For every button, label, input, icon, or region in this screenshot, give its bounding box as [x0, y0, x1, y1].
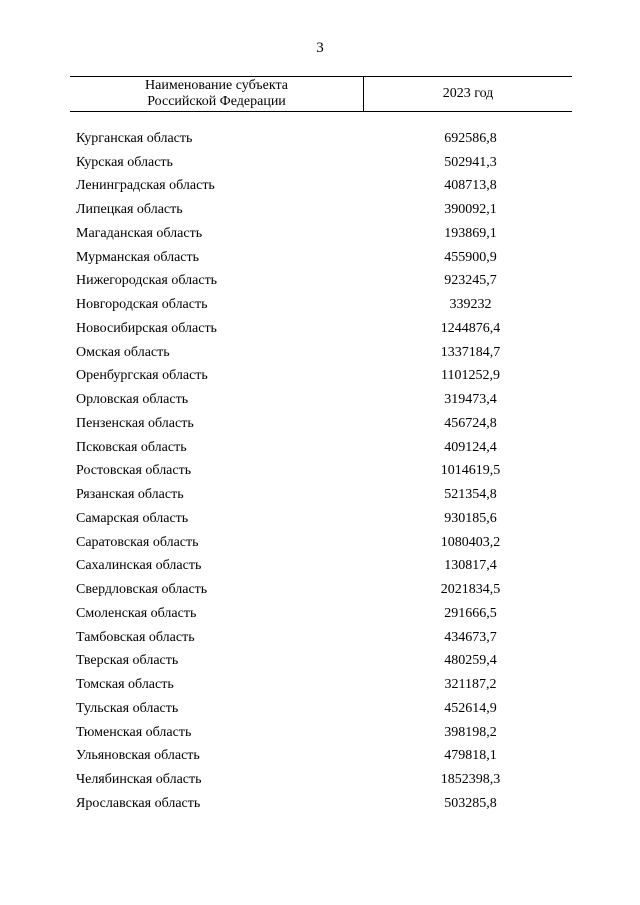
table-row	[70, 673, 572, 697]
table-row	[70, 460, 572, 484]
table-body	[70, 127, 572, 816]
region-name: Ульяновская область	[76, 748, 200, 764]
region-name: Оренбургская область	[76, 368, 208, 384]
table-row	[70, 626, 572, 650]
table-row	[70, 365, 572, 389]
region-name: Самарская область	[76, 510, 189, 526]
region-value: 930185,6	[444, 510, 497, 526]
region-value: 390092,1	[444, 202, 497, 218]
region-value: 339232	[449, 297, 492, 313]
table-row	[70, 293, 572, 317]
table-row	[70, 175, 572, 199]
region-value: 480259,4	[444, 653, 497, 669]
table-row	[70, 270, 572, 294]
table-header	[70, 76, 572, 112]
table-row	[70, 507, 572, 531]
region-value: 130817,4	[444, 558, 497, 574]
region-value: 923245,7	[444, 273, 497, 289]
region-name: Псковская область	[76, 439, 187, 455]
region-value: 1852398,3	[440, 772, 501, 788]
header-subject-name	[70, 77, 364, 111]
region-name: Саратовская область	[76, 534, 199, 550]
table-row	[70, 768, 572, 792]
table-row	[70, 531, 572, 555]
table-row	[70, 745, 572, 769]
region-value: 193869,1	[444, 225, 497, 241]
region-name: Свердловская область	[76, 582, 208, 598]
table-row	[70, 721, 572, 745]
region-value: 521354,8	[444, 487, 497, 503]
region-value: 1014619,5	[440, 463, 501, 479]
table-row	[70, 198, 572, 222]
table-row	[70, 697, 572, 721]
page-number: 3	[316, 40, 324, 56]
table-row	[70, 792, 572, 816]
region-value: 398198,2	[444, 724, 497, 740]
table-row	[70, 650, 572, 674]
region-value: 692586,8	[444, 130, 497, 146]
table-row	[70, 555, 572, 579]
table-row	[70, 412, 572, 436]
region-name: Рязанская область	[76, 487, 184, 503]
region-value: 503285,8	[444, 795, 497, 811]
table-row	[70, 436, 572, 460]
header-year: 2023 год	[442, 86, 494, 101]
region-value: 456724,8	[444, 415, 497, 431]
region-value: 455900,9	[444, 249, 497, 265]
region-value: 319473,4	[444, 392, 497, 408]
region-name: Курская область	[76, 154, 173, 170]
region-name: Сахалинская область	[76, 558, 202, 574]
region-name: Мурманская область	[76, 249, 200, 265]
table-row	[70, 341, 572, 365]
region-value: 291666,5	[444, 605, 497, 621]
region-name: Челябинская область	[76, 772, 202, 788]
table-row	[70, 246, 572, 270]
region-name: Новгородская область	[76, 297, 208, 313]
region-name: Ярославская область	[76, 795, 201, 811]
table-row	[70, 127, 572, 151]
region-name: Тамбовская область	[76, 629, 195, 645]
table-row	[70, 151, 572, 175]
table-row	[70, 222, 572, 246]
region-name: Тюменская область	[76, 724, 192, 740]
table-row	[70, 483, 572, 507]
region-value: 1080403,2	[440, 534, 501, 550]
table-row	[70, 602, 572, 626]
region-name: Магаданская область	[76, 225, 203, 241]
region-name: Орловская область	[76, 392, 189, 408]
region-value: 434673,7	[444, 629, 497, 645]
region-name: Новосибирская область	[76, 320, 217, 336]
region-name: Смоленская область	[76, 605, 197, 621]
table-row	[70, 578, 572, 602]
region-name: Курганская область	[76, 130, 193, 146]
region-value: 502941,3	[444, 154, 497, 170]
region-value: 2021834,5	[440, 582, 501, 598]
region-name: Пензенская область	[76, 415, 194, 431]
header-subject-name-line1: Наименование субъекта	[145, 78, 288, 93]
region-name: Тверская область	[76, 653, 179, 669]
region-name: Тульская область	[76, 700, 179, 716]
region-value: 408713,8	[444, 178, 497, 194]
region-value: 321187,2	[444, 677, 497, 693]
region-value: 1337184,7	[440, 344, 501, 360]
table-row	[70, 388, 572, 412]
region-value: 409124,4	[444, 439, 497, 455]
region-value: 452614,9	[444, 700, 497, 716]
region-value: 1244876,4	[440, 320, 501, 336]
region-name: Томская область	[76, 677, 174, 693]
region-name: Липецкая область	[76, 202, 183, 218]
region-value: 479818,1	[444, 748, 497, 764]
region-name: Ростовская область	[76, 463, 192, 479]
region-name: Нижегородская область	[76, 273, 218, 289]
region-value: 1101252,9	[441, 368, 500, 384]
region-name: Ленинградская область	[76, 178, 215, 194]
table-row	[70, 317, 572, 341]
region-name: Омская область	[76, 344, 170, 360]
header-subject-name-line2: Российской Федерации	[147, 94, 286, 109]
